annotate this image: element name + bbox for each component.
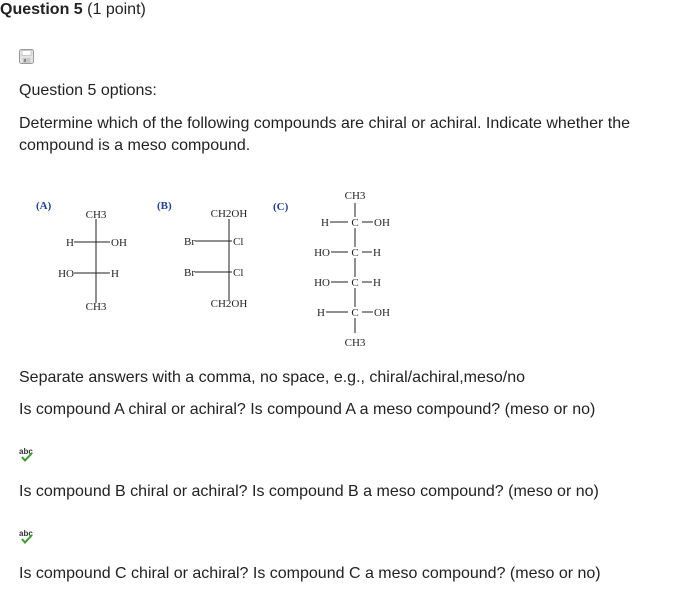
compound-a-row2-left: HO <box>58 268 74 280</box>
compound-c-carbon-2: C <box>351 247 359 259</box>
compound-c-row2-right: H <box>373 247 381 259</box>
compound-c-row4-right: OH <box>374 307 390 319</box>
spellcheck-icon[interactable] <box>19 447 37 463</box>
sub-question-b: Is compound B chiral or achiral? Is compound B a meso compound? (meso or no) <box>19 483 599 500</box>
compound-c-row3-left: HO <box>314 277 330 289</box>
compound-c-row4-left: H <box>317 307 325 319</box>
compound-b-row1-left: Br <box>184 236 195 248</box>
compound-c-row3-right: H <box>373 277 381 289</box>
compound-b-label: (B) <box>157 200 172 212</box>
compound-c-row1-right: OH <box>374 217 390 229</box>
compound-a-row1-right: OH <box>111 237 127 249</box>
options-label: Question 5 options: <box>19 82 157 99</box>
question-prompt: Determine which of the following compounds are chiral or achiral. Indicate whether the compound is a meso compound. <box>19 115 630 154</box>
compound-b-row1-right: Cl <box>233 236 244 248</box>
answer-instructions: Separate answers with a comma, no space, e.g., chiral/achiral,meso/no <box>19 369 526 386</box>
svg-text:abc: abc <box>19 529 33 538</box>
compound-c-bottom: CH3 <box>344 337 366 349</box>
compound-b-row2-right: Cl <box>233 267 244 279</box>
compound-c-top: CH3 <box>344 190 366 202</box>
sub-question-c: Is compound C chiral or achiral? Is compound C a meso compound? (meso or no) <box>19 565 601 582</box>
compound-a-row2-right: H <box>111 268 119 280</box>
question-header <box>0 0 146 20</box>
compound-b-bottom: CH2OH <box>210 298 248 310</box>
save-icon[interactable] <box>19 49 34 64</box>
sub-question-a: Is compound A chiral or achiral? Is compound A a meso compound? (meso or no) <box>19 401 596 418</box>
question-title: Question 5 <box>0 1 83 18</box>
compound-a-top: CH3 <box>85 209 107 221</box>
compound-a-bottom: CH3 <box>85 301 107 313</box>
compound-c-row2-left: HO <box>314 247 330 259</box>
spellcheck-icon[interactable] <box>19 529 37 545</box>
compound-c-label: (C) <box>273 201 289 213</box>
svg-text:abc: abc <box>19 447 33 456</box>
compounds-image <box>0 180 688 355</box>
compound-c-carbon-4: C <box>351 307 359 319</box>
compound-c-carbon-1: C <box>351 217 359 229</box>
compound-c-row1-left: H <box>321 217 329 229</box>
compound-b-row2-left: Br <box>184 267 195 279</box>
question-points: (1 point) <box>87 1 146 18</box>
compound-a-row1-left: H <box>66 237 74 249</box>
compound-c-carbon-3: C <box>351 277 359 289</box>
compound-b-top: CH2OH <box>210 208 248 220</box>
compound-a-label: (A) <box>36 200 52 212</box>
